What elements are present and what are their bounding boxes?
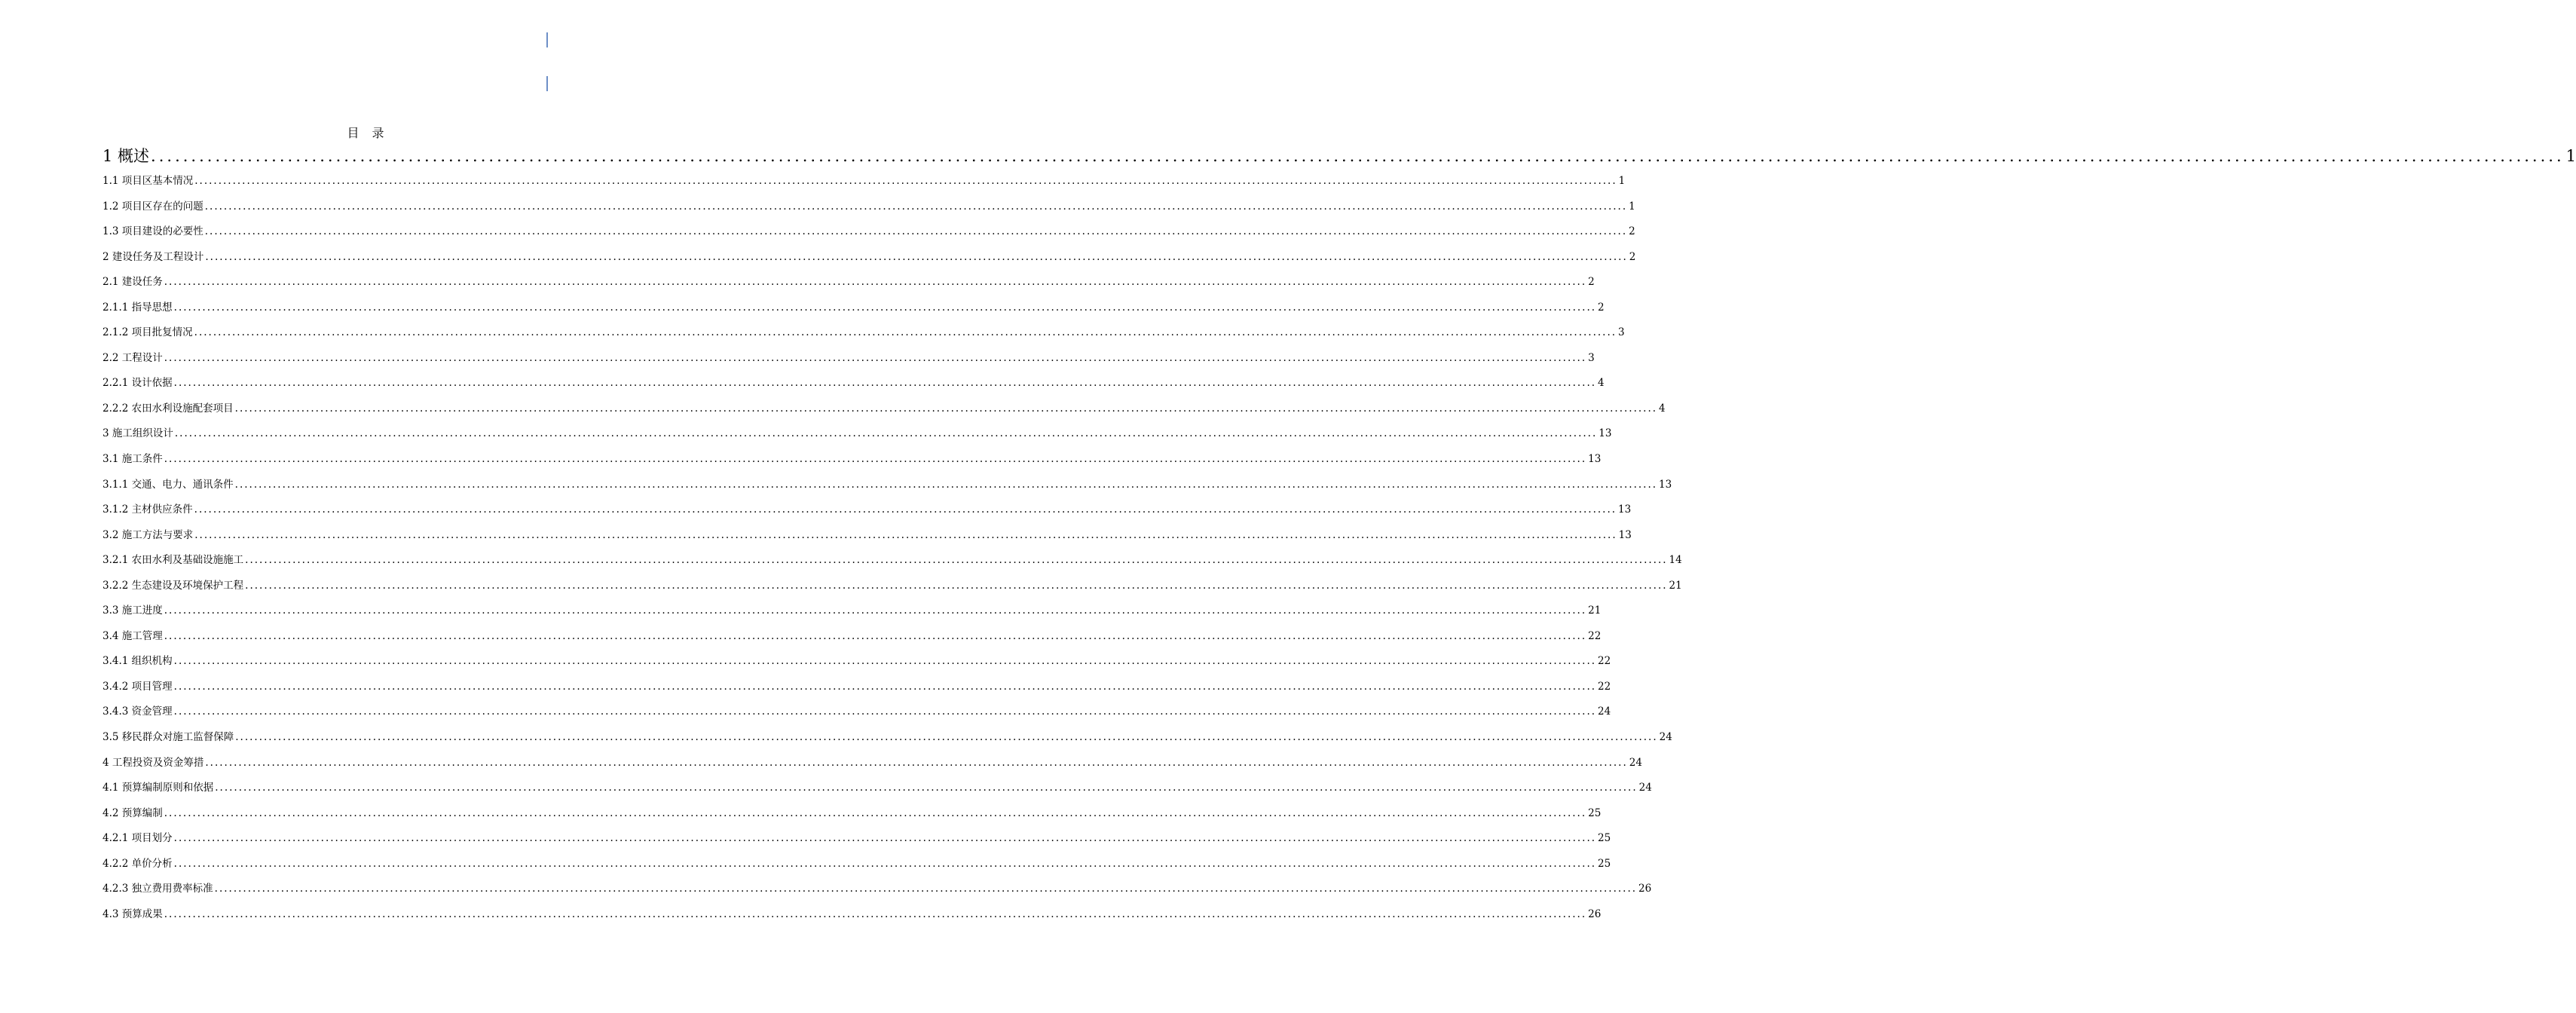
toc-leader-dots: ............................................................................................................................................................................................................................................................................................................ (164, 907, 1587, 920)
toc-entry-page: 21 (1588, 604, 1602, 617)
toc-entry-page: 25 (1598, 857, 1611, 870)
toc-entry-label: 4.2.2 单价分析 (102, 857, 173, 870)
toc-entry-label: 3.2.1 农田水利及基础设施施工 (102, 554, 244, 567)
toc-leader-dots: ............................................................................................................................................................................................................................................................................................................ (205, 756, 1628, 769)
toc-entry-label: 2.2 工程设计 (102, 351, 163, 364)
toc-entry-label: 1.2 项目区存在的问题 (102, 200, 203, 213)
toc-entry-page: 2 (1588, 276, 1595, 289)
toc-entry-label: 3 施工组织设计 (102, 427, 173, 440)
toc-entry-label: 3.4.1 组织机构 (102, 655, 173, 668)
toc-entry-label: 4.2 预算编制 (102, 806, 163, 819)
toc-entry-label: 3.2.2 生态建设及环境保护工程 (102, 579, 244, 592)
toc-entry-label: 3.3 施工进度 (102, 604, 163, 617)
toc-leader-dots: ............................................................................................................................................................................................................................................................................................................ (173, 301, 1597, 314)
toc-entry[interactable] (102, 295, 1605, 321)
toc-leader-dots: ............................................................................................................................................................................................................................................................................................................ (173, 680, 1597, 693)
toc-entry-label: 4.2.1 项目划分 (102, 832, 173, 845)
toc-entry[interactable] (102, 346, 1595, 372)
toc-entry-label: 2.2.2 农田水利设施配套项目 (102, 402, 234, 415)
toc-leader-dots: ............................................................................................................................................................................................................................................................................................................ (204, 200, 1628, 213)
toc-leader-dots: ............................................................................................................................................................................................................................................................................................................ (194, 528, 1617, 541)
toc-leader-dots: ............................................................................................................................................................................................................................................................................................................ (234, 478, 1658, 491)
toc-entry[interactable] (102, 598, 1602, 624)
toc-entry[interactable] (102, 421, 1612, 447)
toc-entry-label: 3.4.2 项目管理 (102, 680, 173, 693)
toc-leader-dots: ............................................................................................................................................................................................................................................................................................................ (194, 326, 1617, 339)
toc-entry-page: 13 (1588, 453, 1602, 466)
toc-leader-dots: ............................................................................................................................................................................................................................................................................................................ (235, 731, 1658, 744)
toc-entry-label: 2.1.2 项目批复情况 (102, 326, 193, 339)
toc-entry[interactable] (102, 396, 1666, 422)
toc-entry[interactable] (102, 776, 1652, 801)
toc-entry-page: 21 (1669, 579, 1682, 592)
toc-entry-page: 3 (1618, 326, 1625, 339)
toc-entry-label: 2.1 建设任务 (102, 276, 163, 289)
toc-leader-dots: ............................................................................................................................................................................................................................................................................................................ (194, 503, 1617, 516)
toc-leader-dots: ............................................................................................................................................................................................................................................................................................................ (194, 175, 1617, 187)
toc-entry-page: 26 (1588, 907, 1602, 920)
toc-leader-dots: ............................................................................................................................................................................................................................................................................................................ (234, 402, 1658, 415)
toc-entry-page: 13 (1659, 478, 1672, 491)
toc-entry-label: 2.1.1 指导思想 (102, 301, 173, 314)
toc-leader-dots: ............................................................................................................................................................................................................................................................................................................ (245, 554, 1668, 567)
toc-entry-label: 4.3 预算成果 (102, 907, 163, 920)
toc-entry[interactable] (102, 902, 1602, 928)
toc-entry[interactable] (102, 523, 1632, 549)
toc-entry[interactable] (102, 169, 1626, 194)
toc-title: 目 录 (347, 126, 389, 140)
toc-entry-label: 3.1 施工条件 (102, 453, 163, 466)
toc-entry[interactable] (102, 699, 1611, 725)
toc-entry-page: 22 (1588, 629, 1602, 642)
toc-entry[interactable] (102, 801, 1602, 827)
toc-entry[interactable] (102, 473, 1672, 498)
toc-entry[interactable] (102, 245, 1636, 271)
toc-entry-page: 4 (1598, 377, 1605, 390)
toc-entry-page: 2 (1598, 301, 1605, 314)
toc-entry-page: 1 (1629, 200, 1635, 213)
toc-entry-page: 14 (1669, 554, 1682, 567)
toc-entry[interactable] (102, 447, 1602, 473)
toc-leader-dots: ............................................................................................................................................................................................................................................................................................................ (164, 276, 1587, 289)
toc-leader-dots: ............................................................................................................................................................................................................................................................................................................ (204, 225, 1628, 238)
toc-leader-dots: ............................................................................................................................................................................................................................................................................................................ (173, 705, 1597, 718)
toc-leader-dots: ............................................................................................................................................................................................................................................................................................................ (215, 782, 1638, 794)
toc-entry[interactable] (102, 649, 1611, 675)
toc-leader-dots: ............................................................................................................................................................................................................................................................................................................ (151, 147, 2565, 165)
toc-entry-label: 2 建设任务及工程设计 (102, 250, 204, 263)
toc-leader-dots: ............................................................................................................................................................................................................................................................................................................ (164, 806, 1587, 819)
toc-entry[interactable] (102, 852, 1611, 877)
toc-entry-page: 24 (1638, 782, 1652, 794)
text-cursor-mark (546, 32, 548, 47)
toc-leader-dots: ............................................................................................................................................................................................................................................................................................................ (174, 427, 1598, 440)
toc-leader-dots: ............................................................................................................................................................................................................................................................................................................ (214, 883, 1638, 895)
toc-entry[interactable] (102, 143, 2576, 169)
toc-entry-page: 1 (1618, 175, 1626, 187)
table-of-contents (102, 143, 2576, 927)
toc-entry[interactable] (102, 497, 1632, 523)
toc-entry-label: 3.2 施工方法与要求 (102, 528, 194, 541)
toc-entry-label: 4.1 预算编制原则和依据 (102, 782, 214, 794)
toc-leader-dots: ............................................................................................................................................................................................................................................................................................................ (173, 655, 1597, 668)
toc-entry[interactable] (102, 371, 1605, 396)
toc-entry-label: 3.5 移民群众对施工监督保障 (102, 731, 234, 744)
toc-entry[interactable] (102, 751, 1642, 776)
toc-entry-page: 1 (2565, 147, 2576, 165)
toc-leader-dots: ............................................................................................................................................................................................................................................................................................................ (164, 351, 1587, 364)
toc-entry-label: 3.4.3 资金管理 (102, 705, 173, 718)
toc-entry-page: 22 (1598, 680, 1611, 693)
toc-entry[interactable] (102, 826, 1611, 852)
toc-entry-page: 24 (1659, 731, 1672, 744)
toc-leader-dots: ............................................................................................................................................................................................................................................................................................................ (173, 377, 1597, 390)
toc-entry-label: 2.2.1 设计依据 (102, 377, 173, 390)
toc-entry[interactable] (102, 877, 1652, 902)
toc-leader-dots: ............................................................................................................................................................................................................................................................................................................ (164, 604, 1587, 617)
toc-entry-page: 2 (1629, 225, 1635, 238)
toc-leader-dots: ............................................................................................................................................................................................................................................................................................................ (164, 629, 1587, 642)
toc-entry[interactable] (102, 219, 1635, 245)
toc-leader-dots: ............................................................................................................................................................................................................................................................................................................ (164, 453, 1587, 466)
toc-entry-page: 25 (1598, 832, 1611, 845)
toc-entry[interactable] (102, 194, 1635, 220)
toc-entry[interactable] (102, 270, 1595, 295)
toc-entry[interactable] (102, 548, 1682, 574)
toc-entry-page: 22 (1598, 655, 1611, 668)
toc-entry[interactable] (102, 624, 1602, 650)
toc-entry-page: 13 (1599, 427, 1612, 440)
toc-entry-page: 13 (1618, 528, 1632, 541)
toc-entry-label: 4 工程投资及资金筹措 (102, 756, 204, 769)
toc-leader-dots: ............................................................................................................................................................................................................................................................................................................ (173, 832, 1597, 845)
toc-entry-label: 1.3 项目建设的必要性 (102, 225, 203, 238)
toc-entry-label: 3.1.2 主材供应条件 (102, 503, 193, 516)
toc-leader-dots: ............................................................................................................................................................................................................................................................................................................ (205, 250, 1628, 263)
toc-entry-page: 3 (1588, 351, 1595, 364)
toc-leader-dots: ............................................................................................................................................................................................................................................................................................................ (245, 579, 1668, 592)
toc-entry-page: 25 (1588, 806, 1602, 819)
toc-entry[interactable] (102, 725, 1672, 751)
toc-entry-page: 2 (1629, 250, 1636, 263)
toc-entry-page: 13 (1618, 503, 1632, 516)
toc-entry-label: 4.2.3 独立费用费率标准 (102, 883, 213, 895)
toc-entry[interactable] (102, 574, 1682, 599)
toc-entry[interactable] (102, 320, 1625, 346)
toc-entry[interactable] (102, 675, 1611, 700)
toc-entry-label: 1.1 项目区基本情况 (102, 175, 194, 187)
toc-entry-label: 1 概述 (102, 147, 150, 165)
toc-entry-page: 4 (1659, 402, 1666, 415)
toc-entry-label: 3.1.1 交通、电力、通讯条件 (102, 478, 234, 491)
toc-entry-page: 26 (1638, 883, 1652, 895)
toc-entry-page: 24 (1629, 756, 1642, 769)
toc-leader-dots: ............................................................................................................................................................................................................................................................................................................ (173, 857, 1597, 870)
toc-entry-label: 3.4 施工管理 (102, 629, 163, 642)
text-cursor-mark (546, 76, 548, 91)
toc-entry-page: 24 (1598, 705, 1611, 718)
